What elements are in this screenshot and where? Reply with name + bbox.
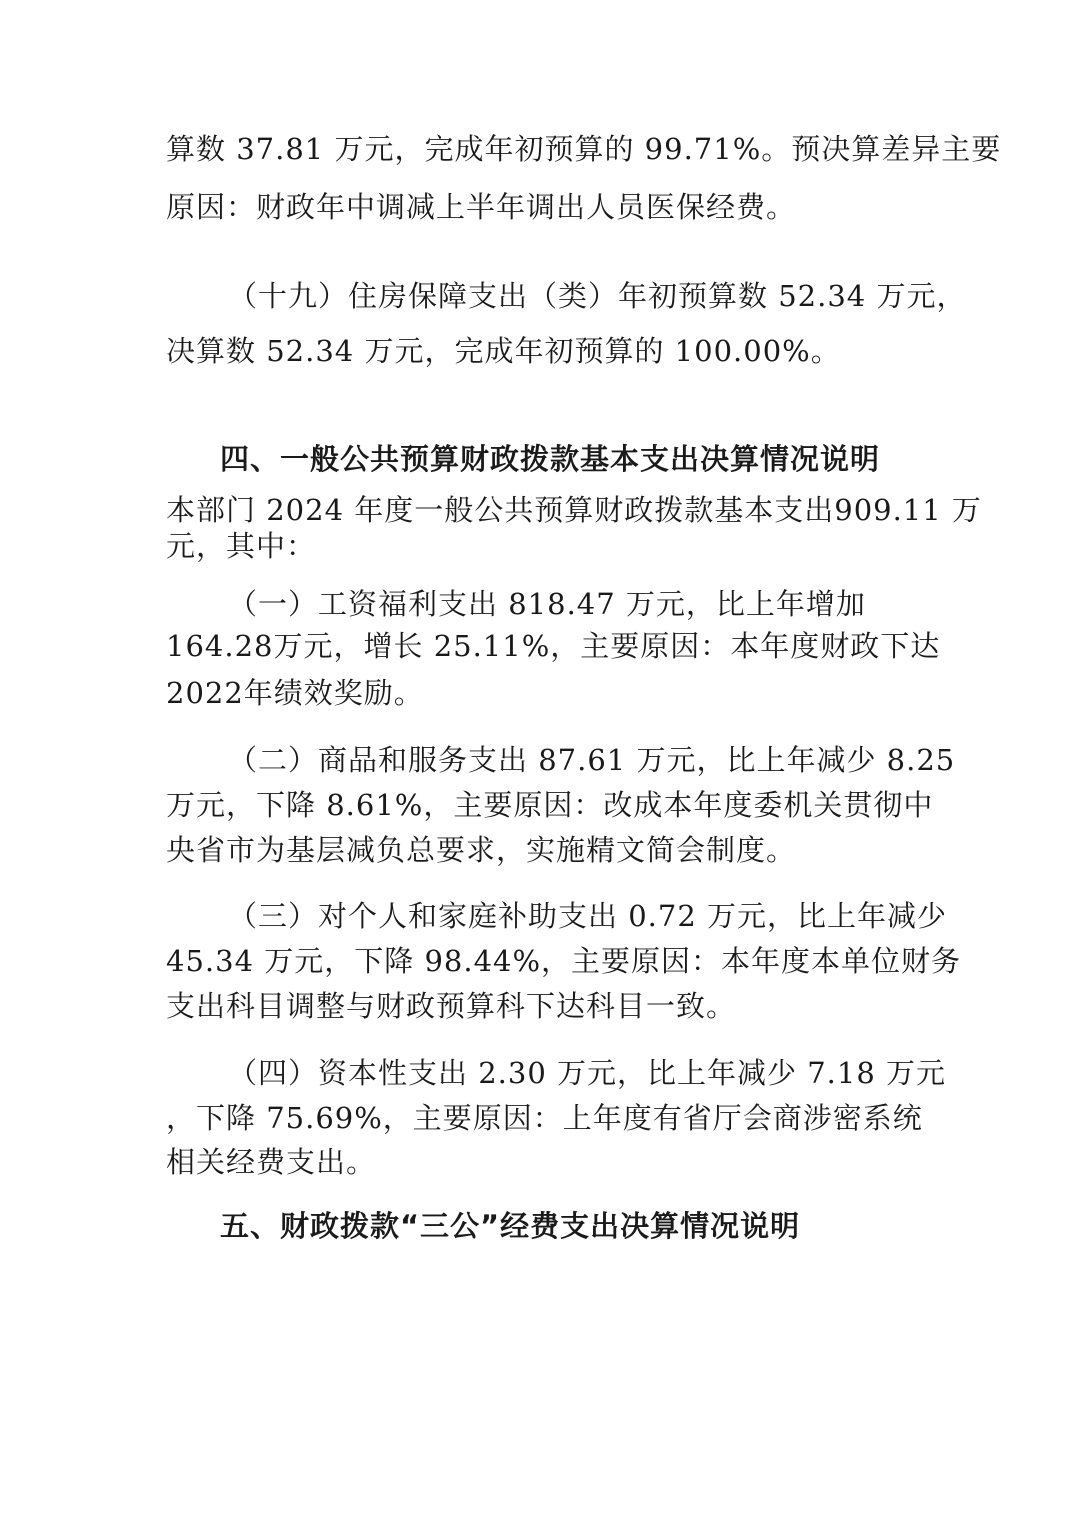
section4-intro-line-1: 本部门 2024 年度一般公共预算财政拨款基本支出909.11 万 (166, 493, 982, 527)
section4-p2-line-3: 央省市为基层减负总要求，实施精文简会制度。 (166, 833, 797, 867)
intro-line-1: 算数 37.81 万元，完成年初预算的 99.71%。预决算差异主要 (166, 132, 1002, 166)
section4-p1-line-3: 2022年绩效奖励。 (166, 676, 424, 710)
section4-heading: 四、一般公共预算财政拨款基本支出决算情况说明 (220, 442, 881, 476)
section4-p3-line-1: （三）对个人和家庭补助支出 0.72 万元，比上年减少 (228, 899, 948, 933)
section4-p4-line-2: ，下降 75.69%，主要原因：上年度有省厅会商涉密系统 (166, 1101, 923, 1135)
section4-p2-line-2: 万元，下降 8.61%，主要原因：改成本年度委机关贯彻中 (166, 788, 934, 822)
section4-p4-line-3: 相关经费支出。 (166, 1145, 377, 1179)
intro-line-2: 原因：财政年中调减上半年调出人员医保经费。 (166, 190, 797, 224)
section4-p4-line-1: （四）资本性支出 2.30 万元，比上年减少 7.18 万元 (228, 1056, 947, 1090)
section4-p2-line-1: （二）商品和服务支出 87.61 万元，比上年减少 8.25 (228, 743, 956, 777)
section4-p3-line-2: 45.34 万元，下降 98.44%，主要原因：本年度本单位财务 (166, 944, 962, 978)
item19-line-1: （十九）住房保障支出（类）年初预算数 52.34 万元， (228, 279, 967, 313)
section4-intro-line-2: 元，其中： (166, 529, 317, 563)
section4-p3-line-3: 支出科目调整与财政预算科下达科目一致。 (166, 989, 737, 1023)
item19-line-2: 决算数 52.34 万元，完成年初预算的 100.00%。 (166, 334, 841, 368)
section4-p1-line-2: 164.28万元，增长 25.11%，主要原因：本年度财政下达 (166, 629, 941, 663)
section4-p1-line-1: （一）工资福利支出 818.47 万元，比上年增加 (228, 587, 866, 621)
section5-heading: 五、财政拨款“三公”经费支出决算情况说明 (220, 1209, 801, 1243)
